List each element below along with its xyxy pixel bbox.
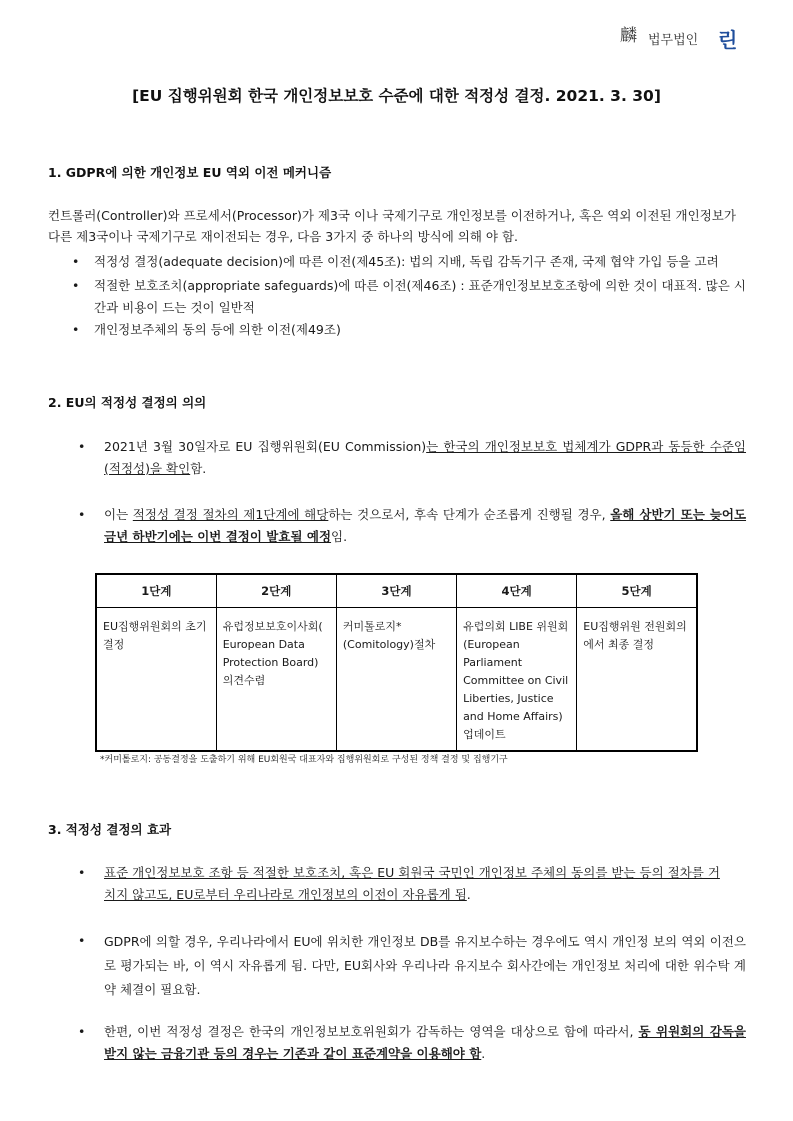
- text-run: 2021년 3월 30일자로 EU 집행위원회(EU Commission): [104, 439, 427, 454]
- table-cell: EU집행위원회의 초기결정: [96, 608, 216, 752]
- table-cell: 유럽정보보호이사회( European Data Protection Board) 의견수렴: [216, 608, 336, 752]
- bullet-dot: •: [72, 278, 80, 293]
- bullet-text: 개인정보주체의 동의 등에 의한 이전(제49조): [94, 322, 341, 337]
- table-row: [96, 608, 697, 752]
- procedure-steps-table: [95, 573, 698, 752]
- section-2-heading: 2. EU의 적정성 결정의 의의: [48, 395, 207, 410]
- bullet-dot: •: [78, 439, 86, 454]
- table-cell: 유럽의회 LIBE 위원회(European Parliament Committee on Civil Liberties, Justice and Home Affairs) 업데이트: [457, 608, 577, 752]
- table-footnote: *커미톨로지: 공동결정을 도출하기 위해 EU회원국 대표자와 집행위원회로 구성된 정책 결정 및 집행기구: [100, 755, 508, 765]
- text-run: 하는 것으로서, 후속 단계가 순조롭게 진행될 경우,: [328, 507, 611, 522]
- bullet-dot: •: [78, 507, 86, 522]
- underlined-text: 표준 개인정보보호 조항 등 적절한 보호조치, 혹은 EU 회원국 국민인 개인정보 주체의 동의를 받는 등의 절차를 거치지 않고도, EU로부터 우리나라로 개인정보의 이전이 자유롭게 됨: [104, 865, 720, 902]
- table-cell: EU집행위원 전원회의에서 최종 결정: [577, 608, 697, 752]
- text-run: .: [466, 887, 471, 902]
- table-header-cell: 1단계: [96, 574, 216, 608]
- text-run: 한편, 이번 적정성 결정은 한국의 개인정보보호위원회가 감독하는 영역을 대상으로 함에 따라서,: [104, 1024, 639, 1039]
- table-header-row: [96, 574, 697, 608]
- text-run: 이는: [104, 507, 133, 522]
- bullet-text: GDPR에 의할 경우, 우리나라에서 EU에 위치한 개인정보 DB를 유지보수하는 경우에도 역시 개인정 보의 역외 이전으로 평가되는 바, 이 역시 자유롭게 됨. 다만, EU회사와 우리나라 유지보수 회사간에는 개인정보 처리에 대한 위수탁 계약 체결이 필요함.: [104, 934, 746, 997]
- bullet-dot: •: [72, 322, 80, 337]
- table-header-cell: 3단계: [336, 574, 456, 608]
- bullet-text: 적정성 결정(adequate decision)에 따른 이전(제45조): 법의 지배, 독립 감독기구 존재, 국제 협약 가입 등을 고려: [94, 254, 719, 269]
- document-title: [EU 집행위원회 한국 개인정보보호 수준에 대한 적정성 결정. 2021. 3. 30]: [132, 87, 661, 105]
- firm-logo-mark: 麟: [620, 26, 634, 46]
- text-run: 함.: [190, 461, 207, 476]
- bold-underlined-text: 올해 상반기 또는 늦어도 금년 하반기에는 이번 결정이 발효될 예정: [104, 507, 747, 544]
- firm-name: 법무법인: [648, 33, 699, 48]
- bullet-dot: •: [78, 933, 86, 948]
- bold-underlined-text: 동 위원회의 감독을 받지 않는 금융기관 등의 경우는 기존과 같이 표준계약을 이용해야 함: [104, 1024, 746, 1061]
- section-1-intro: 컨트롤러(Controller)와 프로세서(Processor)가 제3국 이나 국제기구로 개인정보를 이전하거나, 혹은 역외 이전된 개인정보가 다른 제3국이나 국제기구로 재이전되는 경우, 다음 3가지 중 하나의 방식에 의해 야 함.: [48, 208, 736, 244]
- text-run: .: [481, 1046, 486, 1061]
- bullet-text: [104, 504, 746, 548]
- bullet-text: [104, 1021, 746, 1065]
- text-run: 임.: [331, 529, 348, 544]
- firm-name-accent: 린: [718, 28, 738, 52]
- bullet-dot: •: [72, 254, 80, 269]
- bullet-dot: •: [78, 865, 86, 880]
- underlined-text: 는 한국의 개인정보보호 법체계가 GDPR과 동등한 수준임 (적정성)을 확인: [104, 439, 747, 476]
- underlined-text: 적정성 결정 절차의 제1단계에 해당: [132, 507, 329, 522]
- table-header-cell: 4단계: [457, 574, 577, 608]
- bullet-text: [104, 436, 746, 480]
- table-header-cell: 2단계: [216, 574, 336, 608]
- bullet-text: [104, 862, 724, 906]
- table-header-cell: 5단계: [577, 574, 697, 608]
- section-1-heading: 1. GDPR에 의한 개인정보 EU 역외 이전 메커니즘: [48, 165, 332, 180]
- bullet-dot: •: [78, 1024, 86, 1039]
- table-cell: 커미톨로지* (Comitology)절차: [336, 608, 456, 752]
- section-3-heading: 3. 적정성 결정의 효과: [48, 822, 172, 837]
- bullet-text: 적절한 보호조치(appropriate safeguards)에 따른 이전(제46조) : 표준개인정보보호조항에 의한 것이 대표적. 많은 시간과 비용이 드는 것이 일반적: [94, 278, 746, 315]
